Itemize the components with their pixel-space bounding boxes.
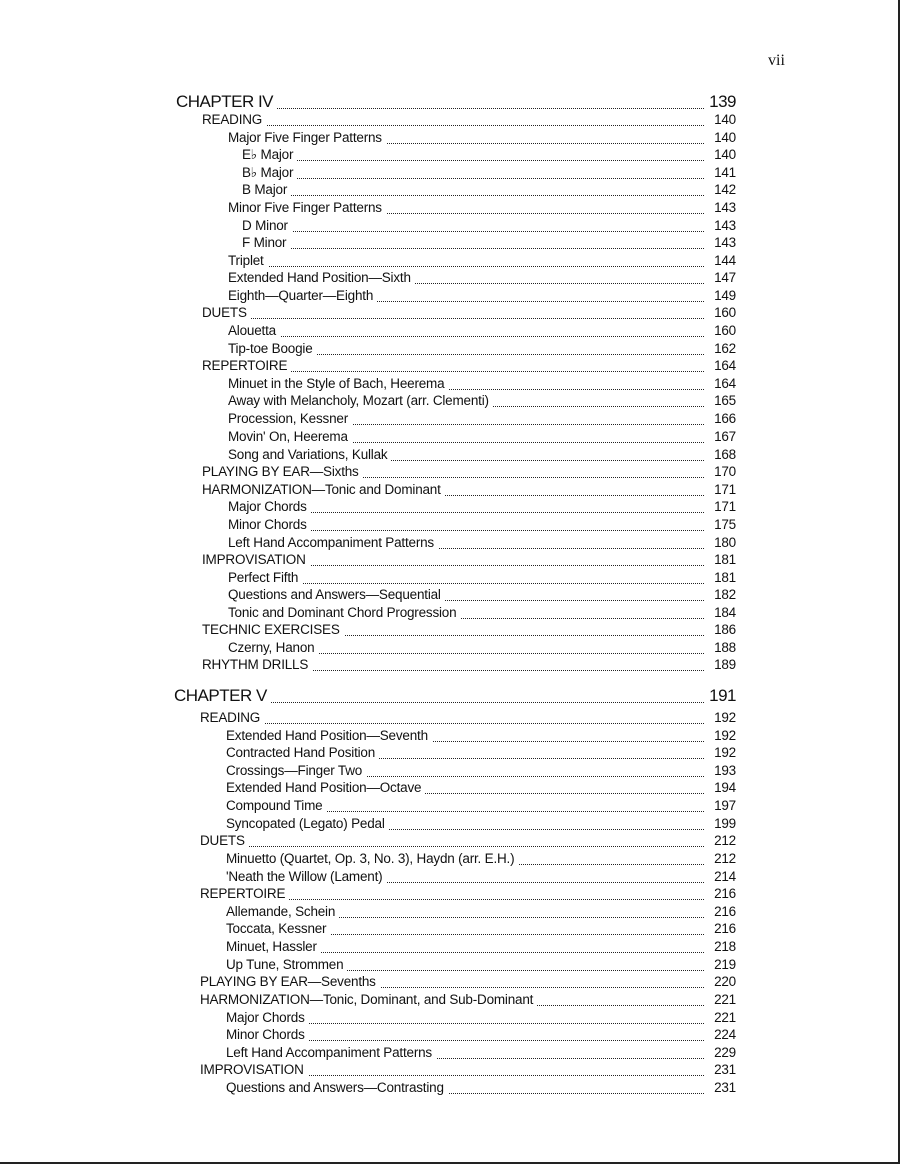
toc-entry-label: Toccata, Kessner [226, 920, 330, 938]
toc-entry-label: Minuet in the Style of Bach, Heerema [228, 375, 448, 393]
toc-entry-label: Major Chords [226, 1009, 309, 1027]
toc-page-number: 139 [704, 92, 736, 112]
toc-page-number: 167 [704, 428, 736, 446]
toc-page-number: 218 [704, 938, 736, 956]
toc-page-number: 188 [704, 639, 736, 657]
toc-page-number: 220 [704, 973, 736, 991]
toc-entry-label: Movin' On, Heerema [228, 428, 352, 446]
toc-entry-label: Syncopated (Legato) Pedal [226, 815, 389, 833]
toc-entry-label: Minor Five Finger Patterns [228, 199, 386, 217]
toc-entry-label: Tip-toe Boogie [228, 340, 317, 358]
toc-entry-label: D Minor [242, 217, 292, 235]
toc-page-number: 147 [704, 269, 736, 287]
toc-page-number: 193 [704, 762, 736, 780]
toc-dot-leader [208, 705, 706, 724]
toc-page-number: 212 [704, 832, 736, 850]
toc-entry-label: B Major [242, 181, 291, 199]
toc-entry-label: REPERTOIRE [200, 885, 289, 903]
toc-page-number: 142 [704, 181, 736, 199]
toc-page-number: 197 [704, 797, 736, 815]
toc-entry-label: DUETS [200, 832, 249, 850]
toc-page-number: 166 [704, 410, 736, 428]
toc-page-number: 164 [704, 357, 736, 375]
toc-entry-label: IMPROVISATION [200, 1061, 308, 1079]
toc-page-number: 186 [704, 621, 736, 639]
toc-page-number: 171 [704, 481, 736, 499]
toc-entry-label: Extended Hand Position—Seventh [226, 727, 432, 745]
toc-page-number: 214 [704, 868, 736, 886]
toc-entry-label: Song and Variations, Kullak [228, 446, 391, 464]
toc-entry-label: Contracted Hand Position [226, 744, 379, 762]
toc-page-number: 221 [704, 1009, 736, 1027]
toc-entry [0, 991, 900, 1009]
toc-dot-leader [250, 177, 706, 196]
toc-page-number: 219 [704, 956, 736, 974]
toc-entry-label: CHAPTER IV [176, 92, 277, 112]
toc-page-number: 141 [704, 164, 736, 182]
toc-entry-label: Questions and Answers—Sequential [228, 586, 445, 604]
toc-page-number: 191 [704, 686, 736, 706]
toc-entry-label: PLAYING BY EAR—Sixths [202, 463, 363, 481]
toc-entry-label: REPERTOIRE [202, 357, 291, 375]
toc-entry-label: Eighth—Quarter—Eighth [228, 287, 377, 305]
toc-entry-label: Perfect Fifth [228, 569, 302, 587]
toc-page-number: 140 [704, 111, 736, 129]
toc-page-number: 229 [704, 1044, 736, 1062]
toc-dot-leader [250, 230, 706, 249]
toc-page-number: 170 [704, 463, 736, 481]
toc-entry-label: E♭ Major [242, 146, 297, 164]
toc-entry-label: PLAYING BY EAR—Sevenths [200, 973, 380, 991]
toc-entry [0, 656, 900, 674]
page-number: vii [768, 52, 785, 69]
toc-page-number: 149 [704, 287, 736, 305]
toc-page-number: 199 [704, 815, 736, 833]
toc-page-number: 216 [704, 903, 736, 921]
toc-entry-label: Left Hand Accompaniment Patterns [226, 1044, 436, 1062]
toc-entry-label: Minor Chords [228, 516, 311, 534]
toc-entry-label: B♭ Major [242, 164, 297, 182]
toc-page-number: 189 [704, 656, 736, 674]
toc-page-number: 181 [704, 569, 736, 587]
toc-entry-label: Compound Time [226, 797, 326, 815]
toc-entry [0, 604, 900, 622]
toc-page-number: 162 [704, 340, 736, 358]
toc-entry-label: Minuetto (Quartet, Op. 3, No. 3), Haydn (arr. E.H.) [226, 850, 518, 868]
toc-page-number: 160 [704, 322, 736, 340]
toc-page-number: 171 [704, 498, 736, 516]
toc-entry-label: Questions and Answers—Contrasting [226, 1079, 448, 1097]
toc-entry-label: Minor Chords [226, 1026, 309, 1044]
toc-entry-label: Triplet [228, 252, 268, 270]
toc-page-number: 231 [704, 1061, 736, 1079]
toc-page-number: 192 [704, 709, 736, 727]
toc-page-number: 180 [704, 534, 736, 552]
toc-page-number: 194 [704, 779, 736, 797]
toc-page-number: 184 [704, 604, 736, 622]
toc-entry-label: Procession, Kessner [228, 410, 352, 428]
toc-page-number: 192 [704, 727, 736, 745]
toc-dot-leader [210, 107, 706, 126]
toc-entry-label: Extended Hand Position—Octave [226, 779, 425, 797]
toc-page-number: 224 [704, 1026, 736, 1044]
toc-page-number: 165 [704, 392, 736, 410]
toc-entry [0, 392, 900, 410]
toc-entry-label: Alouetta [228, 322, 280, 340]
toc-page-number: 160 [704, 304, 736, 322]
toc-entry-label: IMPROVISATION [202, 551, 310, 569]
toc-entry-label: CHAPTER V [174, 686, 271, 706]
toc-dot-leader [236, 318, 706, 337]
toc-page-number: 216 [704, 885, 736, 903]
toc-entry [0, 1079, 900, 1097]
toc-page-number: 144 [704, 252, 736, 270]
toc-page-number: 192 [704, 744, 736, 762]
toc-entry-label: Extended Hand Position—Sixth [228, 269, 415, 287]
toc-page-number: 143 [704, 199, 736, 217]
toc-entry [0, 850, 900, 868]
toc-entry-label: F Minor [242, 234, 290, 252]
toc-entry-label: Crossings—Finger Two [226, 762, 366, 780]
toc-page-number: 175 [704, 516, 736, 534]
toc-entry-label: Away with Melancholy, Mozart (arr. Clementi) [228, 392, 493, 410]
toc-page-number: 143 [704, 234, 736, 252]
toc-entry-label: DUETS [202, 304, 251, 322]
toc-page-number: 181 [704, 551, 736, 569]
toc-page-number: 216 [704, 920, 736, 938]
toc-page-number: 168 [704, 446, 736, 464]
toc-page-number: 212 [704, 850, 736, 868]
toc-page-number: 221 [704, 991, 736, 1009]
toc-entry-label: Left Hand Accompaniment Patterns [228, 534, 438, 552]
toc-chapter [0, 686, 900, 706]
toc-entry-label: HARMONIZATION—Tonic and Dominant [202, 481, 445, 499]
toc-page-number: 140 [704, 129, 736, 147]
toc-page-number: 164 [704, 375, 736, 393]
toc-entry-label: RHYTHM DRILLS [202, 656, 312, 674]
toc-page-number: 182 [704, 586, 736, 604]
toc-entry-label: 'Neath the Willow (Lament) [226, 868, 386, 886]
toc-entry-label: Minuet, Hassler [226, 938, 321, 956]
toc-page-number: 231 [704, 1079, 736, 1097]
toc-entry-label: Czerny, Hanon [228, 639, 318, 657]
toc-entry-label: Allemande, Schein [226, 903, 339, 921]
toc-entry-label: Tonic and Dominant Chord Progression [228, 604, 460, 622]
toc-entry-label: Up Tune, Strommen [226, 956, 347, 974]
toc-entry-label: Major Chords [228, 498, 311, 516]
toc-entry-label: TECHNIC EXERCISES [202, 621, 344, 639]
toc-page-number: 140 [704, 146, 736, 164]
toc-entry-label: Major Five Finger Patterns [228, 129, 386, 147]
toc-entry-label: READING [202, 111, 266, 129]
toc-entry-label: READING [200, 709, 264, 727]
toc-entry-label: HARMONIZATION—Tonic, Dominant, and Sub-Dominant [200, 991, 537, 1009]
toc-page-number: 143 [704, 217, 736, 235]
